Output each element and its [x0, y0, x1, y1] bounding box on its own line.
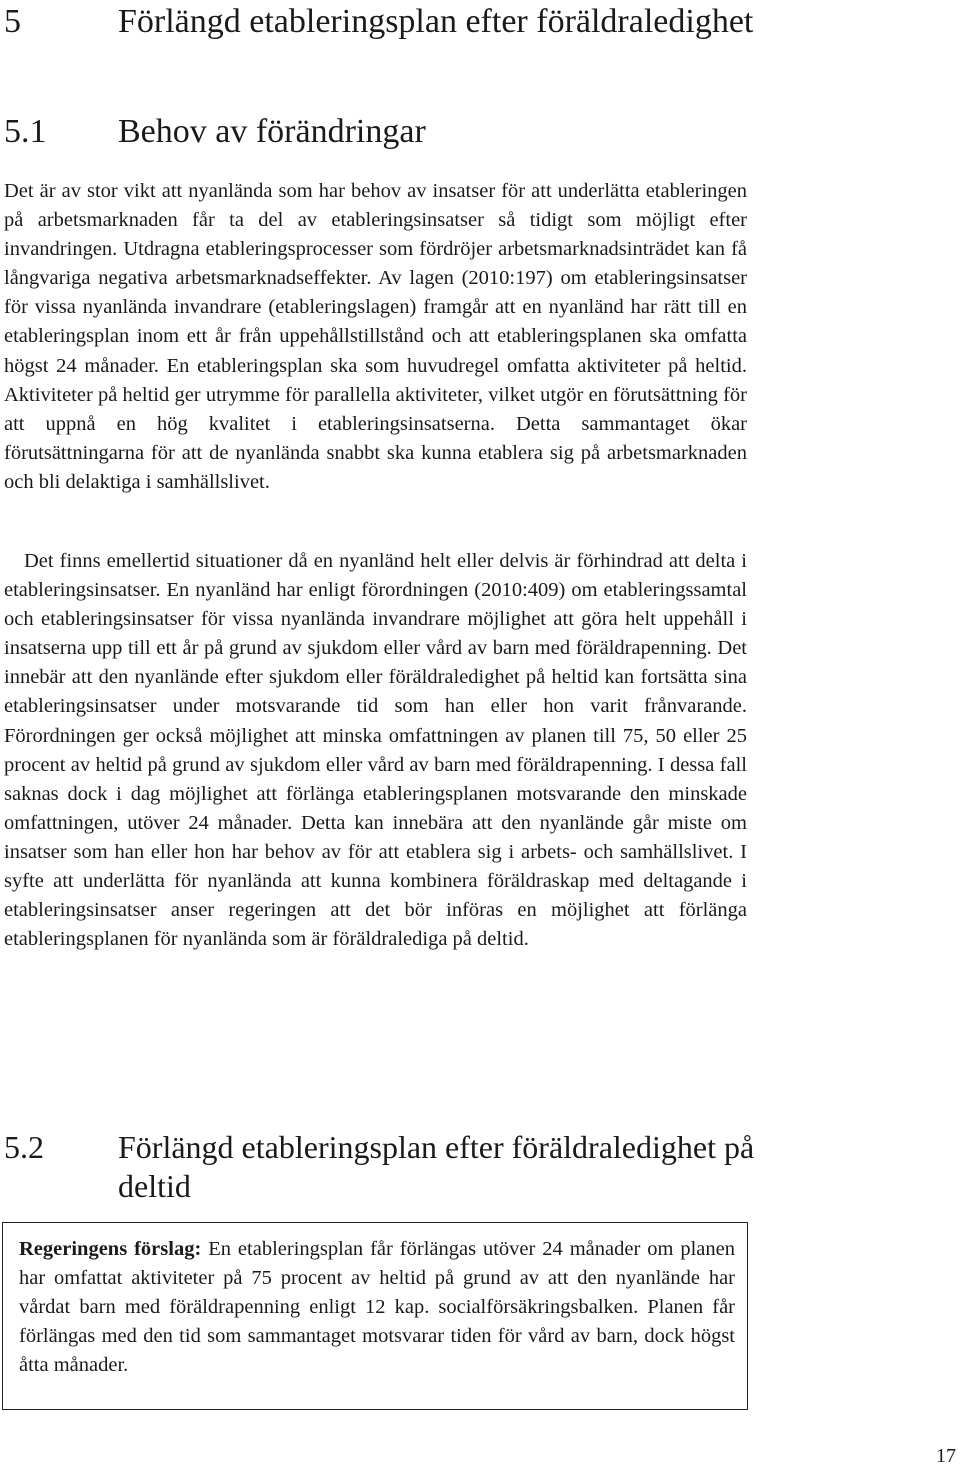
section-number: 5 — [4, 3, 21, 40]
subsection-heading-2 — [4, 1128, 798, 1206]
proposal-text — [19, 1235, 735, 1380]
subsection-number-1: 5.1 — [4, 113, 47, 150]
subsection-heading-1 — [4, 110, 426, 153]
section-title: Förlängd etableringsplan efter föräldraledighet — [118, 3, 754, 40]
subsection-number-2: 5.2 — [4, 1129, 44, 1165]
subsection-title-1: Behov av förändringar — [118, 113, 426, 150]
body-paragraph-2: Det finns emellertid situationer då en nyanländ helt eller delvis är förhindrad att delta i etableringsinsatser. En nyanländ har enligt förordningen (2010:409) om etableringssamtal och etableringsinsatser för vissa nyanlända invandrare möjlighet att göra helt uppehåll i insatserna upp till ett år på grund av sjukdom eller vård av barn med föräldrapenning. Det innebär att den nyanlände efter sjukdom eller föräldraledighet på heltid kan fortsätta sina etableringsinsatser under motsvarande tid som han eller hon varit frånvarande. Förordningen ger också möjlighet att minska omfattningen av planen till 75, 50 eller 25 procent av heltid på grund av sjukdom eller vård av barn med föräldrapenning. I dessa fall saknas dock i dag möjlighet att förlänga etableringsplanen motsvarande den minskade omfattningen, utöver 24 månader. Detta kan innebära att den nyanlände går miste om insatser som han eller hon har behov av för att etablera sig i arbets- och samhällslivet. I syfte att underlätta för nyanlända att kunna kombinera föräldraskap med deltagande i etableringsinsatser anser regeringen att det bör införas en möjlighet att förlänga etableringsplanen för nyanlända som är föräldralediga på deltid. — [4, 550, 747, 951]
proposal-box — [2, 1222, 748, 1410]
body-paragraph-1: Det är av stor vikt att nyanlända som har behov av insatser för att underlätta etableringen på arbetsmarknaden får ta del av etableringsinsatser så tidigt som möjligt efter invandringen. Utdragna etableringsprocesser som fördröjer arbetsmarknadsinträdet kan få långvariga negativa arbetsmarknadseffekter. Av lagen (2010:197) om etableringsinsatser för vissa nyanlända invandrare (etableringslagen) framgår att en nyanländ har rätt till en etableringsplan inom ett år från uppehållstillstånd och att etableringsplanen ska omfatta högst 24 månader. En etableringsplan ska som huvudregel omfatta aktiviteter på heltid. Aktiviteter på heltid ger utrymme för parallella aktiviteter, vilket utgör en förutsättning för att uppnå en hög kvalitet i etableringsinsatserna. Detta sammantaget ökar förutsättningarna för att de nyanlända snabbt ska kunna etablera sig på arbetsmarknaden och bli delaktiga i samhällslivet. — [4, 180, 747, 493]
section-heading — [4, 0, 904, 43]
subsection-title-2: Förlängd etableringsplan efter föräldraledighet på deltid — [118, 1129, 755, 1204]
page-number: 17 — [936, 1445, 956, 1467]
proposal-label: Regeringens förslag: — [19, 1238, 202, 1260]
proposal-body: En etableringsplan får förlängas utöver 24 månader om planen har omfattat aktiviteter på 75 procent av heltid på grund av att den nyanlände har vårdat barn med föräldrapenning enligt 12 kap. socialförsäkringsbalken. Planen får förlängas med den tid som sammantaget motsvarar tiden för vård av barn, dock högst åtta månader. — [19, 1238, 736, 1377]
